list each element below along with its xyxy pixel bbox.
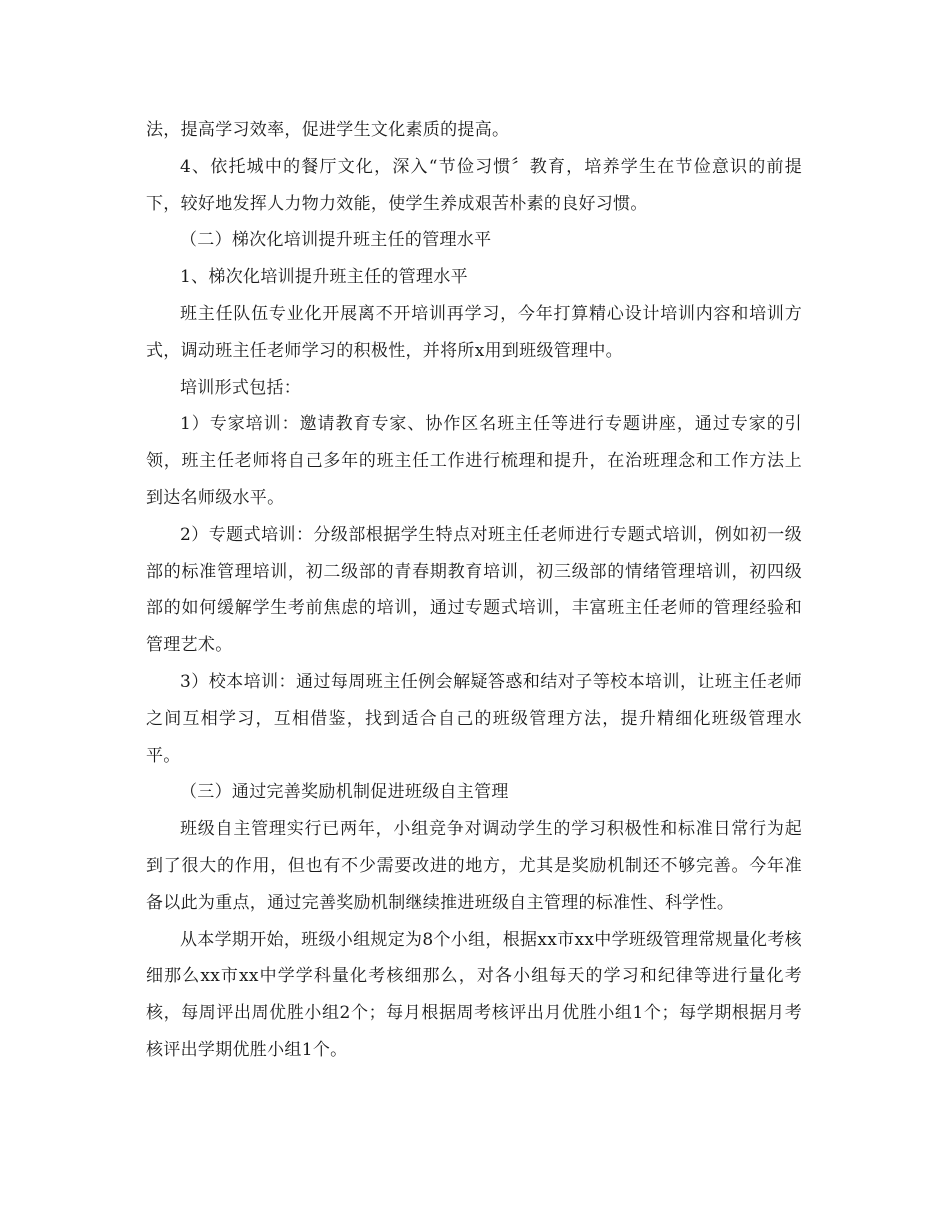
section-heading-2: （二）梯次化培训提升班主任的管理水平 <box>180 230 492 251</box>
paragraph-school-training: 3）校本培训：通过每周班主任例会解疑答惑和结对子等校本培训，让班主任老师之间互相学习，互相借鉴，找到适合自己的班级管理方法，提升精细化班级管理水平。 <box>146 671 802 766</box>
paragraph-topic-training: 2）专题式培训：分级部根据学生特点对班主任老师进行专题式培训，例如初一级部的标准管理培训，初二级部的青春期教育培训，初三级部的情绪管理培训，初四级部的如何缓解学生考前焦虑的培训，通过专题式培训，丰富班主任老师的管理经验和管理艺术。 <box>146 524 802 656</box>
section-heading-3: （三）通过完善奖励机制促进班级自主管理 <box>180 782 509 803</box>
paragraph-self-management: 班级自主管理实行已两年，小组竞争对调动学生的学习积极性和标准日常行为起到了很大的作用，但也有不少需要改进的地方，尤其是奖励机制还不够完善。今年准备以此为重点，通过完善奖励机制继续推进班级自主管理的标准性、科学性。 <box>146 819 802 913</box>
paragraph-training: 班主任队伍专业化开展离不开培训再学习，今年打算精心设计培训内容和培训方式，调动班主任老师学习的积极性，并将所x用到班级管理中。 <box>146 303 802 361</box>
paragraph-item-4: 4、依托城中的餐厅文化，深入“节俭习惯〞教育，培养学生在节俭意识的前提下，较好地发挥人力物力效能，使学生养成艰苦朴素的良好习惯。 <box>146 156 802 214</box>
subheading-1: 1、梯次化培训提升班主任的管理水平 <box>180 267 468 288</box>
paragraph-continuation: 法，提高学习效率，促进学生文化素质的提高。 <box>146 120 510 140</box>
paragraph-training-forms: 培训形式包括： <box>180 377 302 398</box>
paragraph-groups: 从本学期开始，班级小组规定为8个小组，根据xx市xx中学班级管理常规量化考核细那么xx市xx中学学科量化考核细那么，对各小组每天的学习和纪律等进行量化考核，每周评出周优胜小组2个；每月根据周考核评出月优胜小组1个；每学期根据月考核评出学期优胜小组1个。 <box>146 929 802 1060</box>
paragraph-expert-training: 1）专家培训：邀请教育专家、协作区名班主任等进行专题讲座，通过专家的引领，班主任老师将自己多年的班主任工作进行梳理和提升，在治班理念和工作方法上到达名师级水平。 <box>146 414 802 508</box>
document-body <box>146 112 802 1069</box>
